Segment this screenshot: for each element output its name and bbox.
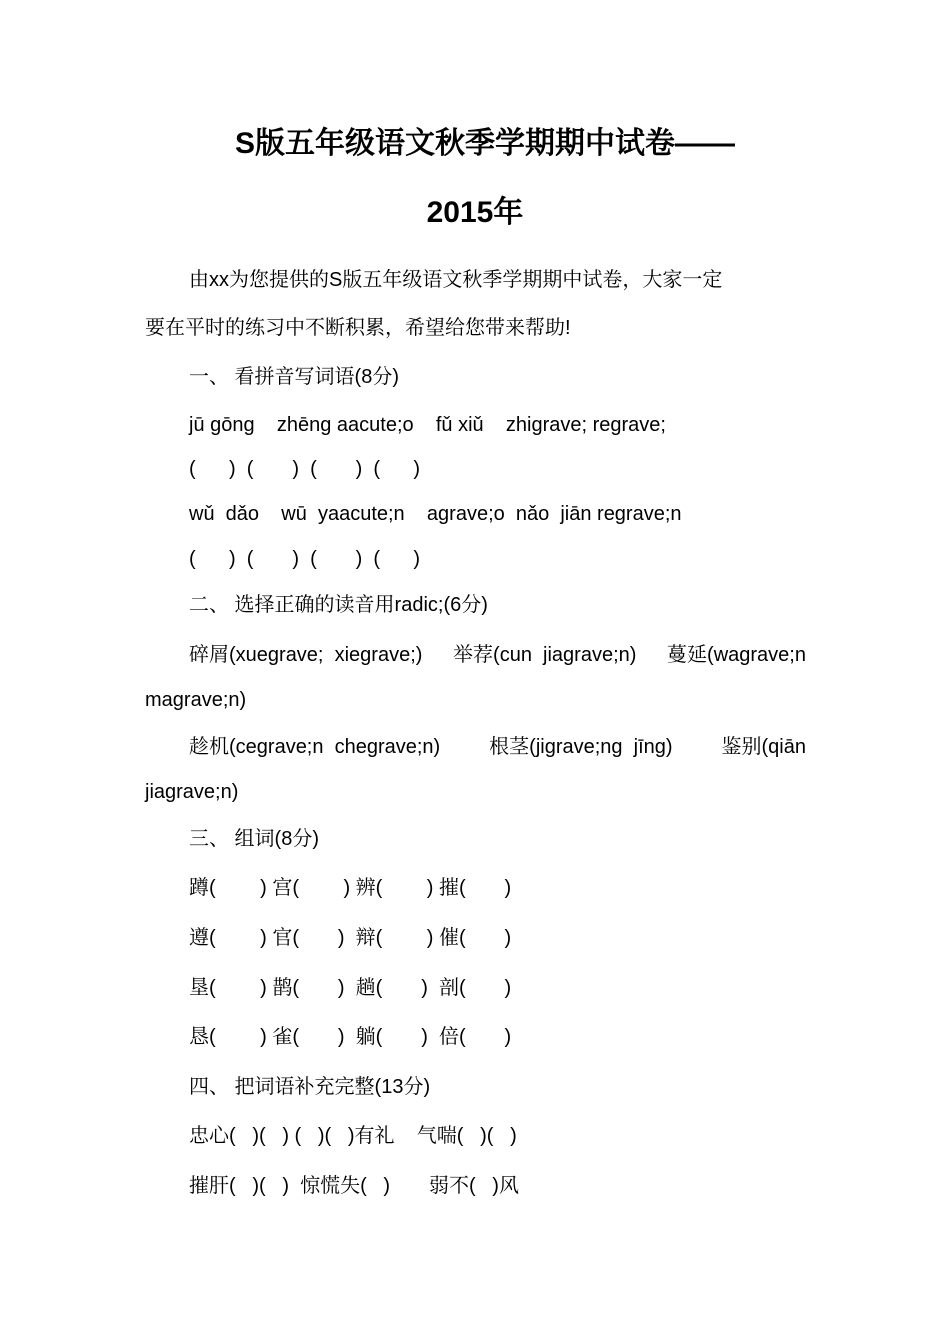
section-4-heading: 四、 把词语补充完整(13分) xyxy=(189,1076,431,1098)
blank-row-2: ( ) ( ) ( ) ( ) xyxy=(189,548,421,570)
reading-item: 碎屑(xuegrave; xiegrave;) xyxy=(189,644,423,666)
document-title-line-2: 2015年 xyxy=(426,196,524,229)
reading-item: 蔓延(wagrave;n xyxy=(667,644,806,666)
pinyin-row-1: jū gōng zhēng aacute;o fǔ xiǔ zhigrave; regrave; xyxy=(189,414,666,436)
word-group-row: 遵( ) 官( ) 辩( ) 催( ) xyxy=(189,927,512,949)
document-title-line-1: S版五年级语文秋季学期期中试卷—— xyxy=(234,127,735,160)
section-1-heading: 一、 看拼音写词语(8分) xyxy=(189,366,399,388)
word-group-row: 恳( ) 雀( ) 躺( ) 倍( ) xyxy=(189,1026,512,1048)
reading-item: 鉴别(qiān xyxy=(721,736,806,758)
reading-row-2 xyxy=(189,733,806,761)
word-group-row: 垦( ) 鹊( ) 趟( ) 剖( ) xyxy=(189,977,512,999)
word-group-row: 蹲( ) 宫( ) 辨( ) 摧( ) xyxy=(189,877,512,899)
reading-item: 举荐(cun jiagrave;n) xyxy=(453,644,637,666)
intro-line-1: 由xx为您提供的S版五年级语文秋季学期期中试卷，大家一定 xyxy=(189,269,723,291)
idiom-row-1: 忠心( )( ) ( )( )有礼 气喘( )( ) xyxy=(189,1125,517,1147)
intro-line-2: 要在平时的练习中不断积累，希望给您带来帮助! xyxy=(145,317,571,339)
reading-row-2-continued: jiagrave;n) xyxy=(145,781,239,803)
idiom-row-2: 摧肝( )( ) 惊慌失( ) 弱不( )风 xyxy=(189,1175,519,1197)
reading-row-1-continued: magrave;n) xyxy=(145,689,247,711)
section-3-heading: 三、 组词(8分) xyxy=(189,828,319,850)
reading-item: 趁机(cegrave;n chegrave;n) xyxy=(189,736,441,758)
pinyin-row-2: wǔ dǎo wū yaacute;n agrave;o nǎo jiān regrave;n xyxy=(189,503,682,525)
section-2-heading: 二、 选择正确的读音用radic;(6分) xyxy=(189,594,488,616)
reading-row-1 xyxy=(189,641,806,669)
reading-item: 根茎(jigrave;ng jīng) xyxy=(489,736,673,758)
blank-row-1: ( ) ( ) ( ) ( ) xyxy=(189,458,421,480)
